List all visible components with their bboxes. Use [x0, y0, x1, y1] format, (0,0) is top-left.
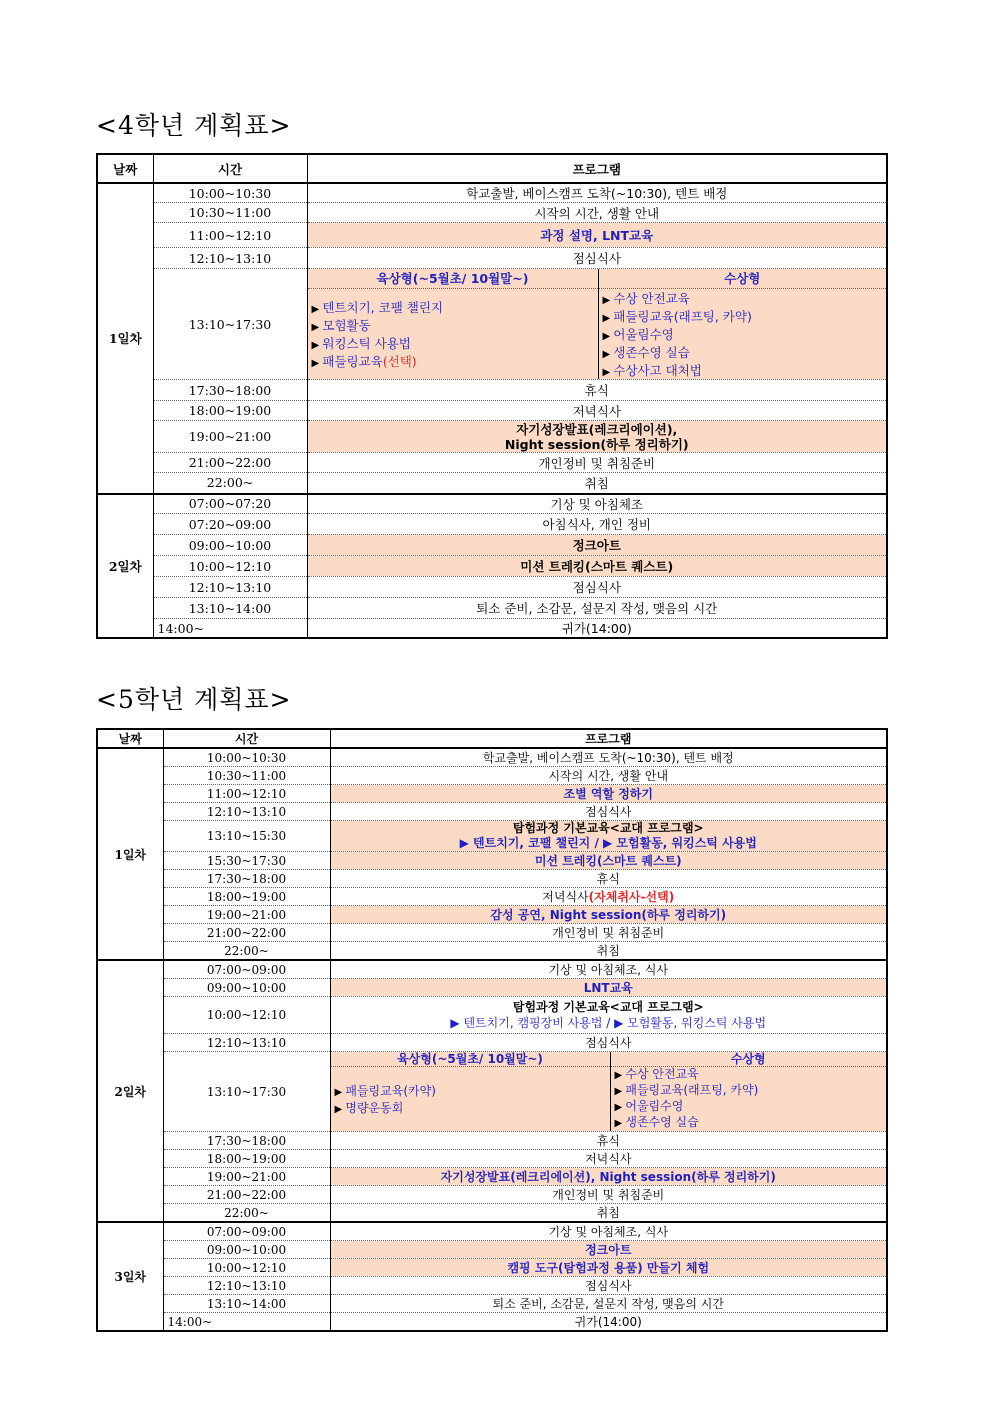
- time-cell: 21:00~22:00: [163, 1186, 330, 1204]
- program-cell: 휴식: [330, 870, 887, 888]
- program-cell: 퇴소 준비, 소감문, 설문지 작성, 맺음의 시간: [330, 1295, 887, 1313]
- time-cell: 07:00~07:20: [153, 494, 307, 514]
- list-item: ▶ 워킹스틱 사용법: [312, 334, 598, 352]
- time-cell: 10:00~12:10: [163, 1259, 330, 1277]
- program-cell: 점심식사: [330, 1034, 887, 1052]
- time-cell: 12:10~13:10: [163, 1034, 330, 1052]
- program-cell: 정크아트: [307, 535, 887, 556]
- program-cell: 휴식: [307, 380, 887, 401]
- program-cell: 저녁식사: [307, 401, 887, 421]
- program-cell: 점심식사: [307, 577, 887, 598]
- time-cell: 14:00~: [153, 619, 307, 639]
- land-course-title: 육상형(~5월초/ 10월말~): [331, 1052, 610, 1067]
- grade5-title: <5학년 계획표>: [96, 685, 292, 714]
- time-cell: 12:10~13:10: [163, 1277, 330, 1295]
- land-course-title: 육상형(~5월초/ 10월말~): [308, 269, 598, 289]
- list-item: ▶ 텐트치기, 코팰 챌린지: [312, 298, 598, 316]
- program-cell: 미션 트레킹(스마트 퀘스트): [330, 852, 887, 870]
- time-cell: 12:10~13:10: [163, 803, 330, 821]
- program-cell: 학교출발, 베이스캠프 도착(~10:30), 텐트 배정: [307, 183, 887, 203]
- header-program: 프로그램: [330, 729, 887, 748]
- program-cell: 기상 및 아침체조: [307, 494, 887, 514]
- program-cell: 취침: [596, 1206, 620, 1220]
- program-cell: 아침식사, 개인 정비: [307, 514, 887, 535]
- water-course-list: [611, 1067, 887, 1131]
- grade5-schedule-table: [96, 728, 888, 1332]
- time-cell: 22:00~: [153, 473, 307, 494]
- program-cell: 기상 및 아침체조, 식사: [330, 1222, 887, 1241]
- time-cell: 10:00~12:10: [153, 556, 307, 577]
- list-item: ▶ 패들링교육(래프팅, 카약): [603, 307, 887, 325]
- list-item: ▶ 어울림수영: [615, 1099, 887, 1115]
- program-cell: 캠핑 도구(탐험과정 용품) 만들기 체험: [330, 1259, 887, 1277]
- day2-label: 2일차: [97, 494, 153, 639]
- list-item: ▶ 생존수영 실습: [603, 343, 887, 361]
- program-cell: 개인정비 및 취침준비: [330, 924, 887, 942]
- time-cell: 10:30~11:00: [163, 767, 330, 785]
- program-cell: 학교출발, 베이스캠프 도착(~10:30), 텐트 배정: [330, 748, 887, 767]
- program-cell: 퇴소 준비, 소감문, 설문지 작성, 맺음의 시간: [307, 598, 887, 619]
- time-cell: 09:00~10:00: [163, 1241, 330, 1259]
- time-cell: 21:00~22:00: [163, 924, 330, 942]
- program-split-cell: [307, 269, 887, 380]
- time-cell: 09:00~10:00: [153, 535, 307, 556]
- program-cell: 탐험과정 기본교육<교대 프로그램> ▶ 텐트치기, 캠핑장비 사용법 / ▶ 모험활동, 워킹스틱 사용법: [330, 997, 887, 1034]
- time-cell: 14:00~: [163, 1313, 330, 1332]
- program-cell: 시작의 시간, 생활 안내: [307, 203, 887, 223]
- day3-label: 3일차: [97, 1222, 163, 1331]
- time-cell: 10:00~12:10: [163, 997, 330, 1034]
- list-item: ▶ 패들링교육(선택): [312, 352, 598, 370]
- header-time: 시간: [153, 154, 307, 183]
- program-cell: 점심식사: [307, 248, 887, 269]
- time-cell: 19:00~21:00: [163, 1168, 330, 1186]
- time-cell: 11:00~12:10: [163, 785, 330, 803]
- list-item: ▶ 수상사고 대처법: [603, 361, 887, 379]
- program-cell: 자기성장발표(레크리에이션), Night session(하루 정리하기): [330, 1168, 887, 1186]
- day2-label: 2일차: [97, 960, 163, 1222]
- header-time: 시간: [163, 729, 330, 748]
- time-cell: 13:10~14:00: [163, 1295, 330, 1313]
- program-cell: 점심식사: [330, 803, 887, 821]
- day1-label: 1일차: [97, 183, 153, 494]
- time-cell: 22:00~: [163, 1204, 330, 1223]
- program-cell: 기상 및 아침체조, 식사: [330, 960, 887, 979]
- time-cell: 19:00~21:00: [153, 421, 307, 453]
- time-cell: 07:00~09:00: [163, 960, 330, 979]
- program-cell: 정크아트: [330, 1241, 887, 1259]
- program-cell: 탐험과정 기본교육<교대 프로그램> ▶ 텐트치기, 코팰 챌린지 / ▶ 모험활동, 워킹스틱 사용법: [330, 821, 887, 852]
- program-cell: 휴식: [330, 1132, 887, 1150]
- grade4-title: <4학년 계획표>: [96, 111, 292, 140]
- program-cell: 개인정비 및 취침준비: [307, 453, 887, 473]
- program-cell: 귀가(14:00): [561, 621, 632, 636]
- time-cell: 07:20~09:00: [153, 514, 307, 535]
- program-cell: 자기성장발표(레크리에이션), Night session(하루 정리하기): [307, 421, 887, 453]
- program-cell: 감성 공연, Night session(하루 정리하기): [330, 906, 887, 924]
- program-cell: 귀가(14:00): [574, 1315, 642, 1329]
- time-cell: 17:30~18:00: [153, 380, 307, 401]
- land-course-list: [308, 289, 598, 379]
- list-item: ▶ 패들링교육(카약): [335, 1082, 610, 1099]
- list-item: ▶ 모험활동: [312, 316, 598, 334]
- time-cell: 07:00~09:00: [163, 1222, 330, 1241]
- water-course-list: [599, 289, 887, 379]
- program-cell: 과정 설명, LNT교육: [307, 223, 887, 248]
- program-cell: 시작의 시간, 생활 안내: [330, 767, 887, 785]
- list-item: ▶ 명량운동회: [335, 1099, 610, 1116]
- time-cell: 21:00~22:00: [153, 453, 307, 473]
- program-cell: 취침: [584, 475, 609, 491]
- header-program: 프로그램: [307, 154, 887, 183]
- time-cell: 18:00~19:00: [163, 888, 330, 906]
- program-split-cell: [330, 1052, 887, 1132]
- time-cell: 10:00~10:30: [163, 748, 330, 767]
- program-cell: 저녁식사(자체취사-선택): [330, 888, 887, 906]
- time-cell: 13:10~17:30: [153, 269, 307, 380]
- program-cell: 취침: [596, 944, 620, 958]
- header-date: 날짜: [97, 729, 163, 748]
- time-cell: 12:10~13:10: [153, 248, 307, 269]
- program-cell: 조별 역할 정하기: [330, 785, 887, 803]
- list-item: ▶ 수상 안전교육: [615, 1067, 887, 1083]
- program-cell: 점심식사: [330, 1277, 887, 1295]
- program-cell: 저녁식사: [330, 1150, 887, 1168]
- time-cell: 10:30~11:00: [153, 203, 307, 223]
- time-cell: 17:30~18:00: [163, 870, 330, 888]
- water-course-title: 수상형: [611, 1052, 887, 1067]
- list-item: ▶ 수상 안전교육: [603, 289, 887, 307]
- time-cell: 17:30~18:00: [163, 1132, 330, 1150]
- header-date: 날짜: [97, 154, 153, 183]
- land-course-list: [331, 1067, 610, 1131]
- time-cell: 22:00~: [163, 942, 330, 961]
- list-item: ▶ 어울림수영: [603, 325, 887, 343]
- list-item: ▶ 패들링교육(래프팅, 카약): [615, 1083, 887, 1099]
- time-cell: 13:10~17:30: [163, 1052, 330, 1132]
- time-cell: 11:00~12:10: [153, 223, 307, 248]
- day1-label: 1일차: [97, 748, 163, 960]
- time-cell: 18:00~19:00: [163, 1150, 330, 1168]
- list-item: ▶ 생존수영 실습: [615, 1115, 887, 1131]
- water-course-title: 수상형: [599, 269, 887, 289]
- time-cell: 09:00~10:00: [163, 979, 330, 997]
- program-cell: 개인정비 및 취침준비: [330, 1186, 887, 1204]
- time-cell: 13:10~14:00: [153, 598, 307, 619]
- time-cell: 12:10~13:10: [153, 577, 307, 598]
- time-cell: 13:10~15:30: [163, 821, 330, 852]
- time-cell: 18:00~19:00: [153, 401, 307, 421]
- program-cell: LNT교육: [330, 979, 887, 997]
- time-cell: 19:00~21:00: [163, 906, 330, 924]
- grade4-schedule-table: [96, 153, 888, 639]
- time-cell: 15:30~17:30: [163, 852, 330, 870]
- program-cell: 미션 트레킹(스마트 퀘스트): [307, 556, 887, 577]
- time-cell: 10:00~10:30: [153, 183, 307, 203]
